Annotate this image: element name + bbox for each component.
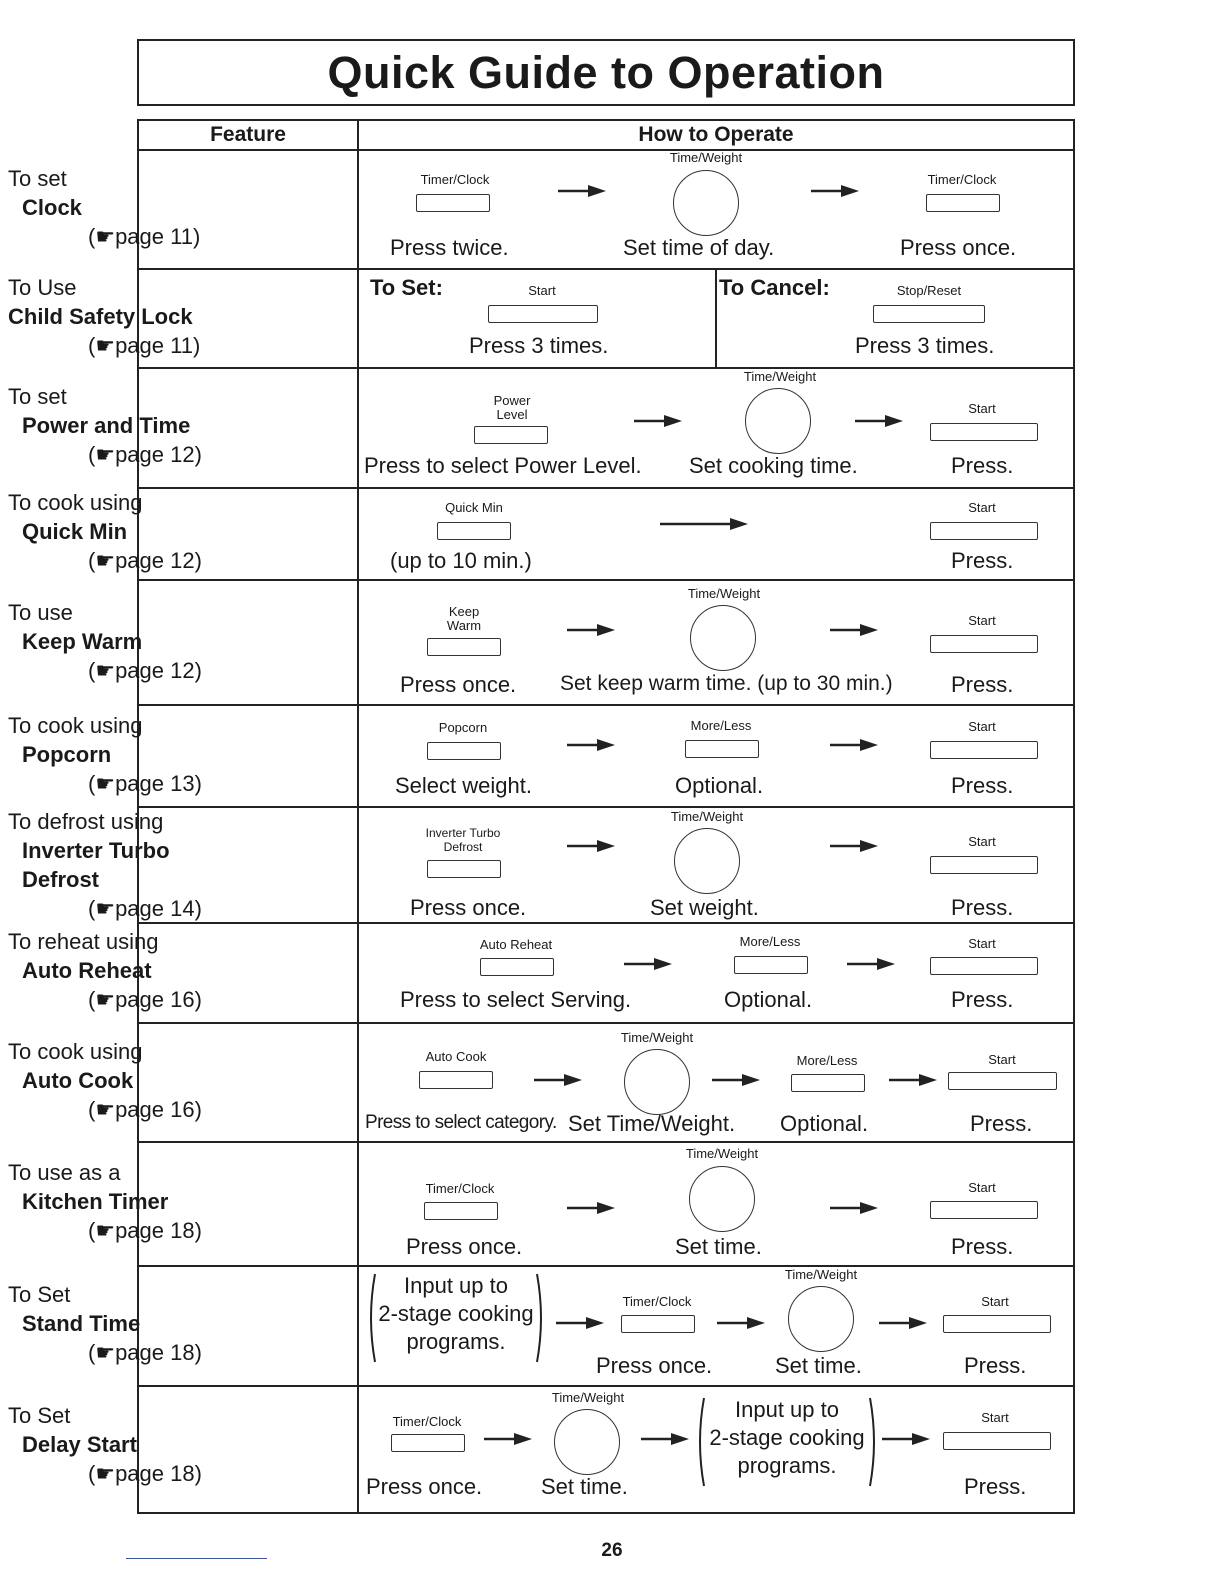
- feature-popcorn: [8, 711, 202, 798]
- popcorn-button: [427, 742, 501, 760]
- step-caption: Press.: [964, 1353, 1027, 1378]
- timer-clock-label: Timer/Clock: [425, 1181, 495, 1196]
- page-ref-text: page 11): [115, 333, 201, 358]
- time-weight-dial-icon: [674, 828, 740, 894]
- page-ref: (☛page 14): [88, 896, 202, 921]
- start-button: [930, 856, 1038, 874]
- step-caption: Press 3 times.: [469, 333, 609, 358]
- row-divider: [139, 1022, 1073, 1024]
- to-cancel-label: To Cancel:: [719, 275, 830, 300]
- timer-clock-button: [926, 194, 1000, 212]
- start-label: Start: [968, 834, 996, 849]
- start-label: Start: [968, 936, 996, 951]
- row-divider: [139, 367, 1073, 369]
- time-weight-dial-icon: [690, 605, 756, 671]
- feature-name: Stand Time: [22, 1311, 141, 1336]
- time-weight-dial-icon: [689, 1166, 755, 1232]
- feature-kitchen-timer: [8, 1158, 202, 1245]
- step-caption: Press.: [964, 1474, 1027, 1499]
- feature-name: Defrost: [22, 867, 100, 892]
- arrow-icon: [855, 414, 903, 428]
- title-box: [137, 39, 1075, 106]
- timer-clock-button: [424, 1202, 498, 1220]
- feature-intro: To use as a: [8, 1160, 121, 1185]
- page-ref: (☛page 12): [88, 442, 202, 467]
- arrow-icon: [558, 184, 606, 198]
- auto-reheat-button: [480, 958, 554, 976]
- feature-intro: To Set: [8, 1282, 71, 1307]
- step-caption: Optional.: [675, 773, 764, 798]
- arrow-icon: [567, 839, 615, 853]
- arrow-icon: [830, 1201, 878, 1215]
- start-label: Start: [968, 613, 996, 628]
- arrow-icon: [534, 1073, 582, 1087]
- feature-intro: To use: [8, 600, 73, 625]
- step-caption: Press to select Power Level.: [364, 453, 642, 478]
- start-button: [948, 1072, 1057, 1090]
- step-caption: Press to select category.: [365, 1112, 557, 1133]
- feature-quick-min: [8, 488, 202, 575]
- feature-name: Auto Cook: [22, 1068, 134, 1093]
- feature-clock: [8, 164, 200, 251]
- step-caption: Optional.: [724, 987, 813, 1012]
- timer-clock-label: Timer/Clock: [392, 1414, 462, 1429]
- page-ref: (☛page 12): [88, 548, 202, 573]
- timer-clock-button: [621, 1315, 695, 1333]
- more-less-label: More/Less: [690, 718, 752, 733]
- brace-line: programs.: [737, 1453, 837, 1478]
- step-caption: Press.: [951, 987, 1014, 1012]
- time-weight-dial-icon: [745, 388, 811, 454]
- start-button: [930, 741, 1038, 759]
- page-title: Quick Guide to Operation: [327, 46, 885, 98]
- start-button: [930, 635, 1038, 653]
- row-divider: [139, 1141, 1073, 1143]
- stop-reset-button: [873, 305, 985, 323]
- step-caption: (up to 10 min.): [390, 548, 532, 573]
- step-caption: Press.: [951, 672, 1014, 697]
- right-brace-icon: [535, 1272, 547, 1364]
- row-divider: [139, 149, 1073, 151]
- feature-intro: To cook using: [8, 713, 143, 738]
- step-caption: Set time of day.: [623, 235, 775, 260]
- start-button: [943, 1315, 1051, 1333]
- start-button: [930, 1201, 1038, 1219]
- more-less-button: [685, 740, 759, 758]
- inverter-defrost-button: [427, 860, 501, 878]
- step-caption: Optional.: [780, 1111, 869, 1136]
- quick-min-label: Quick Min: [445, 500, 503, 515]
- more-less-button: [734, 956, 808, 974]
- row-divider: [139, 922, 1073, 924]
- guide-table: [137, 119, 1075, 1514]
- arrow-icon: [712, 1073, 760, 1087]
- feature-keep-warm: [8, 598, 202, 685]
- more-less-label: More/Less: [739, 934, 801, 949]
- step-caption: Set Time/Weight.: [568, 1111, 736, 1136]
- time-weight-dial-icon: [554, 1409, 620, 1475]
- timer-clock-label: Timer/Clock: [622, 1294, 692, 1309]
- stop-reset-label: Stop/Reset: [896, 283, 962, 298]
- left-brace-icon: [694, 1396, 706, 1488]
- page-ref-text: page 16): [115, 987, 202, 1012]
- arrow-icon: [567, 738, 615, 752]
- start-button: [488, 305, 598, 323]
- start-label: Start: [981, 1294, 1009, 1309]
- feature-intro: To Set: [8, 1403, 71, 1428]
- start-label: Start: [528, 283, 556, 298]
- row-divider: [139, 704, 1073, 706]
- start-button: [930, 522, 1038, 540]
- arrow-icon: [717, 1316, 765, 1330]
- time-weight-label: Time/Weight: [670, 809, 744, 824]
- two-stage-brace: [694, 1396, 880, 1480]
- arrow-icon: [830, 738, 878, 752]
- feature-intro: To defrost using: [8, 809, 164, 834]
- page-ref: (☛page 16): [88, 1097, 202, 1122]
- set-cancel-divider: [715, 268, 717, 367]
- feature-name: Clock: [22, 195, 82, 220]
- step-caption: Press.: [970, 1111, 1033, 1136]
- page-ref: (☛page 11): [88, 333, 201, 358]
- timer-clock-button: [391, 1434, 465, 1452]
- step-caption: Press.: [951, 548, 1014, 573]
- page-ref-text: page 12): [115, 442, 202, 467]
- header-how: How to Operate: [638, 123, 794, 146]
- feature-name: Kitchen Timer: [22, 1189, 169, 1214]
- timer-clock-button: [416, 194, 490, 212]
- brace-line: programs.: [406, 1329, 506, 1354]
- time-weight-label: Time/Weight: [551, 1390, 625, 1405]
- time-weight-dial-icon: [624, 1049, 690, 1115]
- step-caption: Press once.: [596, 1353, 713, 1378]
- quick-min-button: [437, 522, 511, 540]
- arrow-icon: [811, 184, 859, 198]
- right-brace-icon: [868, 1396, 880, 1488]
- feature-intro: To set: [8, 384, 67, 409]
- time-weight-dial-icon: [788, 1286, 854, 1352]
- feature-intro: To Use: [8, 275, 77, 300]
- step-caption: Press.: [951, 453, 1014, 478]
- auto-cook-label: Auto Cook: [425, 1049, 487, 1064]
- time-weight-label: Time/Weight: [620, 1030, 694, 1045]
- more-less-button: [791, 1074, 865, 1092]
- step-caption: Set cooking time.: [689, 453, 858, 478]
- footer-rule: [126, 1558, 267, 1559]
- start-label: Start: [968, 401, 996, 416]
- arrow-icon: [879, 1316, 927, 1330]
- feature-name: Power and Time: [22, 413, 191, 438]
- row-divider: [139, 806, 1073, 808]
- page-ref-text: page 12): [115, 658, 202, 683]
- brace-line: Input up to: [735, 1397, 839, 1422]
- arrow-icon: [641, 1432, 689, 1446]
- feature-name: Quick Min: [22, 519, 128, 544]
- step-caption: Press.: [951, 1234, 1014, 1259]
- start-label: Start: [981, 1410, 1009, 1425]
- column-divider: [357, 121, 359, 1512]
- arrow-icon: [567, 623, 615, 637]
- start-label: Start: [968, 1180, 996, 1195]
- arrow-icon: [624, 957, 672, 971]
- start-label: Start: [968, 500, 996, 515]
- feature-intro: To set: [8, 166, 67, 191]
- page-ref-text: page 18): [115, 1340, 202, 1365]
- step-caption: Press once.: [400, 672, 517, 697]
- step-caption: Set keep warm time. (up to 30 min.): [560, 672, 893, 695]
- timer-clock-label: Timer/Clock: [927, 172, 997, 187]
- row-divider: [139, 1265, 1073, 1267]
- power-level-button: [474, 426, 548, 444]
- brace-line: 2-stage cooking: [378, 1301, 534, 1326]
- feature-name: Inverter Turbo: [22, 838, 170, 863]
- inverter-defrost-label: Inverter Turbo Defrost: [425, 826, 501, 854]
- step-caption: Press once.: [410, 895, 527, 920]
- time-weight-label: Time/Weight: [669, 150, 743, 165]
- row-divider: [139, 1385, 1073, 1387]
- page-ref: (☛page 18): [88, 1340, 202, 1365]
- time-weight-label: Time/Weight: [687, 586, 761, 601]
- page-ref: (☛page 16): [88, 987, 202, 1012]
- time-weight-dial-icon: [673, 170, 739, 236]
- keep-warm-button: [427, 638, 501, 656]
- page-ref: (☛page 12): [88, 658, 202, 683]
- two-stage-brace: [365, 1272, 547, 1356]
- step-caption: Set time.: [775, 1353, 862, 1378]
- page-ref-text: page 11): [115, 224, 201, 249]
- step-caption: Set time.: [675, 1234, 762, 1259]
- page-ref-text: page 18): [115, 1461, 202, 1486]
- popcorn-label: Popcorn: [438, 720, 488, 735]
- step-caption: Press.: [951, 895, 1014, 920]
- step-caption: Press once.: [900, 235, 1017, 260]
- feature-child-lock: [8, 273, 200, 360]
- auto-reheat-label: Auto Reheat: [479, 937, 553, 952]
- page-ref-text: page 16): [115, 1097, 202, 1122]
- page-ref-text: page 12): [115, 548, 202, 573]
- step-caption: Press twice.: [390, 235, 509, 260]
- step-caption: Press once.: [406, 1234, 523, 1259]
- header-feature: Feature: [210, 123, 286, 146]
- page-ref-text: page 18): [115, 1218, 202, 1243]
- arrow-icon: [567, 1201, 615, 1215]
- feature-name: Popcorn: [22, 742, 112, 767]
- page-ref: (☛page 13): [88, 771, 202, 796]
- step-caption: Select weight.: [395, 773, 532, 798]
- arrow-icon: [634, 414, 682, 428]
- time-weight-label: Time/Weight: [743, 369, 817, 384]
- arrow-icon: [847, 957, 895, 971]
- more-less-label: More/Less: [796, 1053, 858, 1068]
- feature-name: Child Safety Lock: [8, 304, 193, 329]
- arrow-icon: [660, 517, 748, 531]
- feature-stand-time: [8, 1280, 202, 1367]
- start-label: Start: [988, 1052, 1016, 1067]
- time-weight-label: Time/Weight: [685, 1146, 759, 1161]
- row-divider: [139, 268, 1073, 270]
- arrow-icon: [556, 1316, 604, 1330]
- row-divider: [139, 487, 1073, 489]
- page-number: 26: [601, 1540, 623, 1561]
- feature-intro: To reheat using: [8, 929, 159, 954]
- start-button: [943, 1432, 1051, 1450]
- step-caption: Press to select Serving.: [400, 987, 632, 1012]
- timer-clock-label: Timer/Clock: [420, 172, 490, 187]
- page-ref: (☛page 18): [88, 1218, 202, 1243]
- feature-intro: To cook using: [8, 1039, 143, 1064]
- page-ref: (☛page 11): [88, 224, 201, 249]
- row-divider: [139, 579, 1073, 581]
- feature-delay-start: [8, 1401, 202, 1488]
- time-weight-label: Time/Weight: [784, 1267, 858, 1282]
- step-caption: Press once.: [366, 1474, 483, 1499]
- feature-name: Delay Start: [22, 1432, 137, 1457]
- page-ref-text: page 13): [115, 771, 202, 796]
- step-caption: Press 3 times.: [855, 333, 995, 358]
- step-caption: Set weight.: [650, 895, 759, 920]
- power-level-label: Power Level: [493, 393, 531, 422]
- feature-auto-cook: [8, 1037, 202, 1124]
- start-button: [930, 957, 1038, 975]
- feature-auto-reheat: [8, 927, 202, 1014]
- brace-line: 2-stage cooking: [709, 1425, 865, 1450]
- feature-inverter-defrost: [8, 807, 202, 923]
- page-ref-text: page 14): [115, 896, 202, 921]
- keep-warm-label: Keep Warm: [446, 604, 482, 633]
- start-label: Start: [968, 719, 996, 734]
- auto-cook-button: [419, 1071, 493, 1089]
- step-caption: Press.: [951, 773, 1014, 798]
- feature-power-time: [8, 382, 202, 469]
- arrow-icon: [484, 1432, 532, 1446]
- feature-name: Auto Reheat: [22, 958, 152, 983]
- arrow-icon: [830, 839, 878, 853]
- brace-line: Input up to: [404, 1273, 508, 1298]
- page-ref: (☛page 18): [88, 1461, 202, 1486]
- arrow-icon: [882, 1432, 930, 1446]
- step-caption: Set time.: [541, 1474, 628, 1499]
- to-set-label: To Set:: [370, 275, 443, 300]
- arrow-icon: [889, 1073, 937, 1087]
- start-button: [930, 423, 1038, 441]
- arrow-icon: [830, 623, 878, 637]
- feature-name: Keep Warm: [22, 629, 143, 654]
- left-brace-icon: [365, 1272, 377, 1364]
- feature-intro: To cook using: [8, 490, 143, 515]
